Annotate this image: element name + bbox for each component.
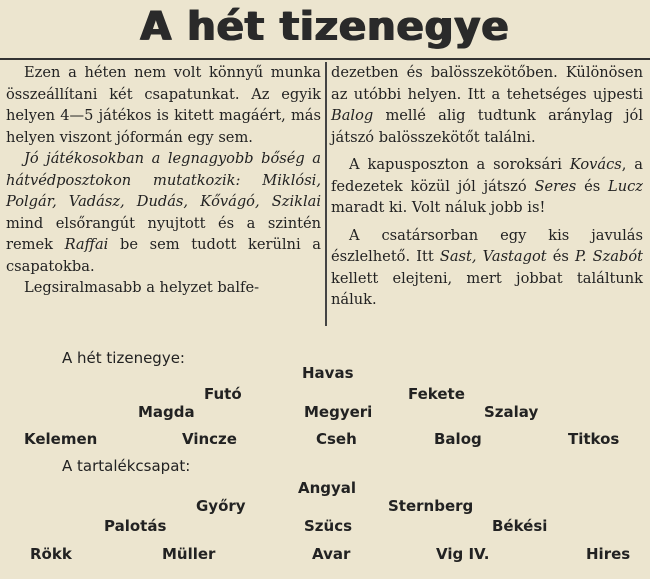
team-a-back: Fekete: [408, 385, 465, 403]
text: A kapusposzton a soroksári: [349, 156, 570, 173]
team-a-half: Megyeri: [304, 403, 373, 421]
italic-name: Kovács: [569, 156, 622, 173]
italic-name: Lucz: [608, 177, 643, 195]
italic-name: Sast, Vastagot: [439, 248, 547, 265]
team-b-half: Szücs: [304, 517, 353, 535]
team-b-half: Palotás: [104, 517, 167, 535]
italic-name: Balog: [331, 107, 374, 124]
paragraph: [331, 154, 643, 219]
team-a-forward: Vincze: [182, 430, 237, 448]
text: kellett elejteni, mert jobbat találtunk náluk.: [331, 269, 643, 308]
text: mind elsőrangút nyujtott és a szintén remek: [6, 214, 321, 253]
team-b-half: Békési: [492, 517, 548, 535]
team-a-forward: Cseh: [316, 430, 357, 448]
paragraph: Ezen a héten nem volt könnyű munka összeállítani két csapatunkat. Az egyik helyen 4—5 játékos is kitett magáért, más helyen viszont jóformán egy sem.: [6, 64, 321, 146]
text: dezetben és balösszekötőben. Különösen az utóbbi helyen. Itt a tehetséges ujpesti: [331, 64, 643, 103]
text: , a fedezetek közül jól játszó: [331, 156, 644, 195]
team-a-half: Szalay: [484, 403, 539, 421]
team-a-goalkeeper: Havas: [302, 364, 354, 382]
text: mellé alig tudtunk aránylag jól játszó balösszekötőt találni.: [331, 107, 643, 146]
team-a-forward: Kelemen: [24, 430, 98, 448]
team-b-forward: Avar: [312, 545, 351, 563]
text: és: [546, 248, 575, 265]
team-a-half: Magda: [138, 403, 195, 421]
team-b-back: Győry: [196, 497, 246, 515]
paragraph: [331, 225, 643, 311]
team-b-forward: Rökk: [30, 545, 72, 563]
team-b-forward: Vig IV.: [436, 545, 490, 563]
team-b-forward: Müller: [162, 545, 216, 563]
team-a-forward: Balog: [434, 430, 482, 448]
headline-rule: [0, 58, 650, 60]
headline: A hét tizenegye: [140, 4, 510, 50]
paragraph: [6, 148, 321, 277]
italic-name: P. Szabót: [575, 248, 644, 265]
italic-name: Seres: [534, 177, 577, 195]
column-divider: [325, 62, 327, 326]
team-b-label: A tartalékcsapat:: [62, 457, 191, 475]
team-a-forward: Titkos: [568, 430, 620, 448]
article-left-column: [6, 62, 321, 299]
paragraph: [331, 62, 643, 148]
text: A csatársorban egy kis javulás észlelhető. Itt: [331, 226, 643, 265]
paragraph: Legsiralmasabb a helyzet balfe-: [24, 279, 260, 296]
team-a-label: A hét tizenegye:: [62, 349, 185, 367]
team-b-forward: Hires: [586, 545, 631, 563]
text: be sem tudott kerülni a csapatokba.: [6, 236, 321, 275]
team-b-goalkeeper: Angyal: [298, 479, 357, 497]
text: és: [576, 177, 609, 195]
italic-text: Jó játékosokban a legnagyobb bőség a hátvédposztokon mutatkozik: Miklósi, Polgár, Vadász, Dudás, Kővágó, Sziklai: [6, 150, 321, 210]
team-b-back: Sternberg: [388, 497, 474, 515]
article-right-column: [331, 62, 643, 311]
team-a-back: Futó: [204, 385, 242, 403]
italic-name: Raffai: [64, 236, 109, 253]
text: maradt ki. Volt náluk jobb is!: [331, 199, 546, 216]
